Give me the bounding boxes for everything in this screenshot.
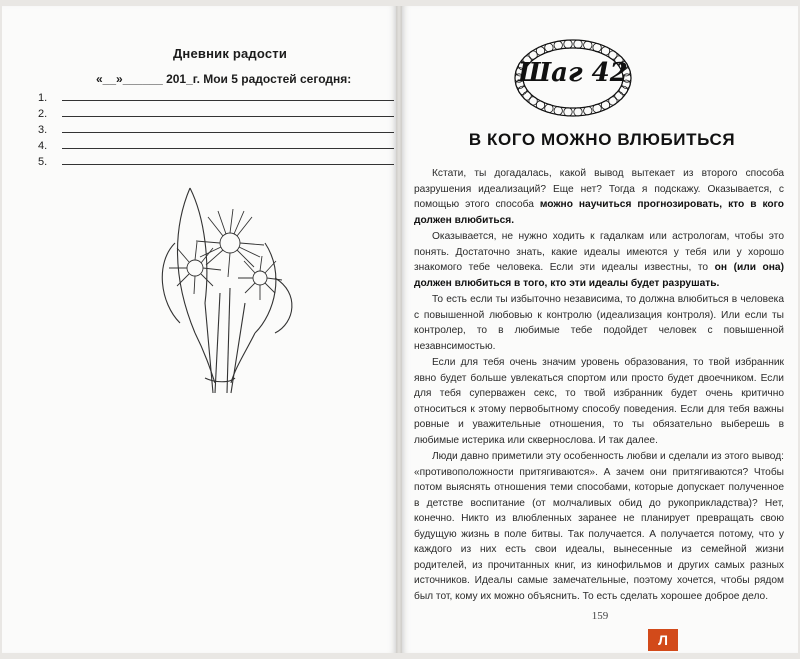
badge-scallop (529, 97, 537, 105)
joy-blank-line (62, 138, 394, 149)
step-label: Шаг 42 (518, 58, 628, 88)
joy-number: 4. (38, 140, 48, 152)
text-run: Кстати, ты догадалась, какой вывод вытекает из второго способа разрушения идеализаций? Еще нет? Тогда я подскажу. Оказывается, с помощью этого способа (414, 168, 784, 210)
badge-scallop (593, 104, 601, 112)
joy-line (38, 88, 394, 104)
badge-scallop (601, 101, 609, 109)
badge-scallop (536, 101, 544, 109)
paragraph (414, 166, 784, 228)
badge-scallop (601, 47, 609, 55)
text-run: Оказывается, не нужно ходить к гадалкам или астрологам, чтобы это понять. Достаточно знать, какие идеалы имеются у тебя или у хорошо знакомого тебе человека. Если эти идеалы известны, то (414, 231, 784, 273)
badge-scallop (545, 104, 553, 112)
badge-scallop (593, 43, 601, 51)
joy-line (38, 104, 394, 120)
text-run: Люди давно приметили эту особенность любви и сделали из этого вывод: «противоположности притягиваются». А зачем они притягиваются? Чтобы потом выяснять отношения теми способами, которые допускает полученное в детстве воспитание (от молчаливых обид до рукоприкладства)? Нет, конечно. Никто из влюбленных заранее не планирует превращать свою будущую жизнь в поле битвы. Так получается. А получается потому, что у каждого из них есть свои идеалы, вынесенные из семейной жизни родителей, из прочитанных книг, из кинофильмов и других самых разных источников. Идеалы самые замечательные, поэтому хочется, чтобы рядом был тот, кому их можно объяснить. То есть сделать хорошее доброе дело. (414, 451, 784, 602)
text-run: Если для тебя очень значим уровень образования, то твой избранник явно будет больше увлекаться спортом или просто будет двоечником. Если для тебя суперважен секс, то твой избранник будет очень критично относиться к этому первобытному способу поведения. Если для тебя важны ровные и уважительные отношения, то ты обязательно выберешь в любимые истерика или сквернослова. И так далее. (414, 357, 784, 446)
joy-number: 1. (38, 92, 48, 104)
paragraph (414, 355, 784, 448)
badge-scallop (523, 92, 531, 100)
badge-scallop (574, 40, 582, 48)
bold-text: можно научиться прогнозировать, кто в кого должен влюбиться. (414, 199, 784, 226)
flowers-illustration (135, 183, 305, 398)
joy-number: 3. (38, 124, 48, 136)
badge-scallop (536, 47, 544, 55)
paragraph (414, 229, 784, 291)
joy-line (38, 136, 394, 152)
joy-line (38, 120, 394, 136)
left-page (2, 6, 396, 653)
bold-text: он (или она) должен влюбиться в того, кто эти идеалы будет разрушать. (414, 262, 784, 289)
badge-scallop (609, 97, 617, 105)
badge-scallop (615, 92, 623, 100)
badge-scallop (554, 41, 562, 49)
badge-scallop (564, 108, 572, 116)
badge-scallop (584, 41, 592, 49)
paragraph (414, 449, 784, 604)
joy-line (38, 152, 394, 168)
badge-scallop (584, 107, 592, 115)
joy-blank-line (62, 106, 394, 117)
paragraph (414, 292, 784, 354)
badge-scallop (554, 107, 562, 115)
joy-list (38, 88, 394, 168)
joy-number: 2. (38, 108, 48, 120)
body-text (414, 166, 784, 605)
badge-scallop (545, 43, 553, 51)
joy-blank-line (62, 154, 394, 165)
right-page (402, 6, 798, 653)
section-title: В КОГО МОЖНО ВЛЮБИТЬСЯ (468, 130, 736, 149)
joy-number: 5. (38, 156, 48, 168)
page-number: 159 (591, 610, 609, 622)
badge-scallop (574, 108, 582, 116)
joy-blank-line (62, 90, 394, 101)
diary-title: Дневник радости (172, 46, 288, 61)
badge-scallop (564, 40, 572, 48)
publisher-logo: Л (648, 629, 678, 651)
date-line: «__»______ 201_г. Мои 5 радостей сегодня: (96, 72, 352, 86)
text-run: То есть если ты избыточно независима, то должна влюбиться в человека с повышенной любовью к контролю (идеализация контроля). Или если ты контролер, то в любимые тебе подойдет человек с повышенной незавнсимостью. (414, 294, 784, 352)
joy-blank-line (62, 122, 394, 133)
